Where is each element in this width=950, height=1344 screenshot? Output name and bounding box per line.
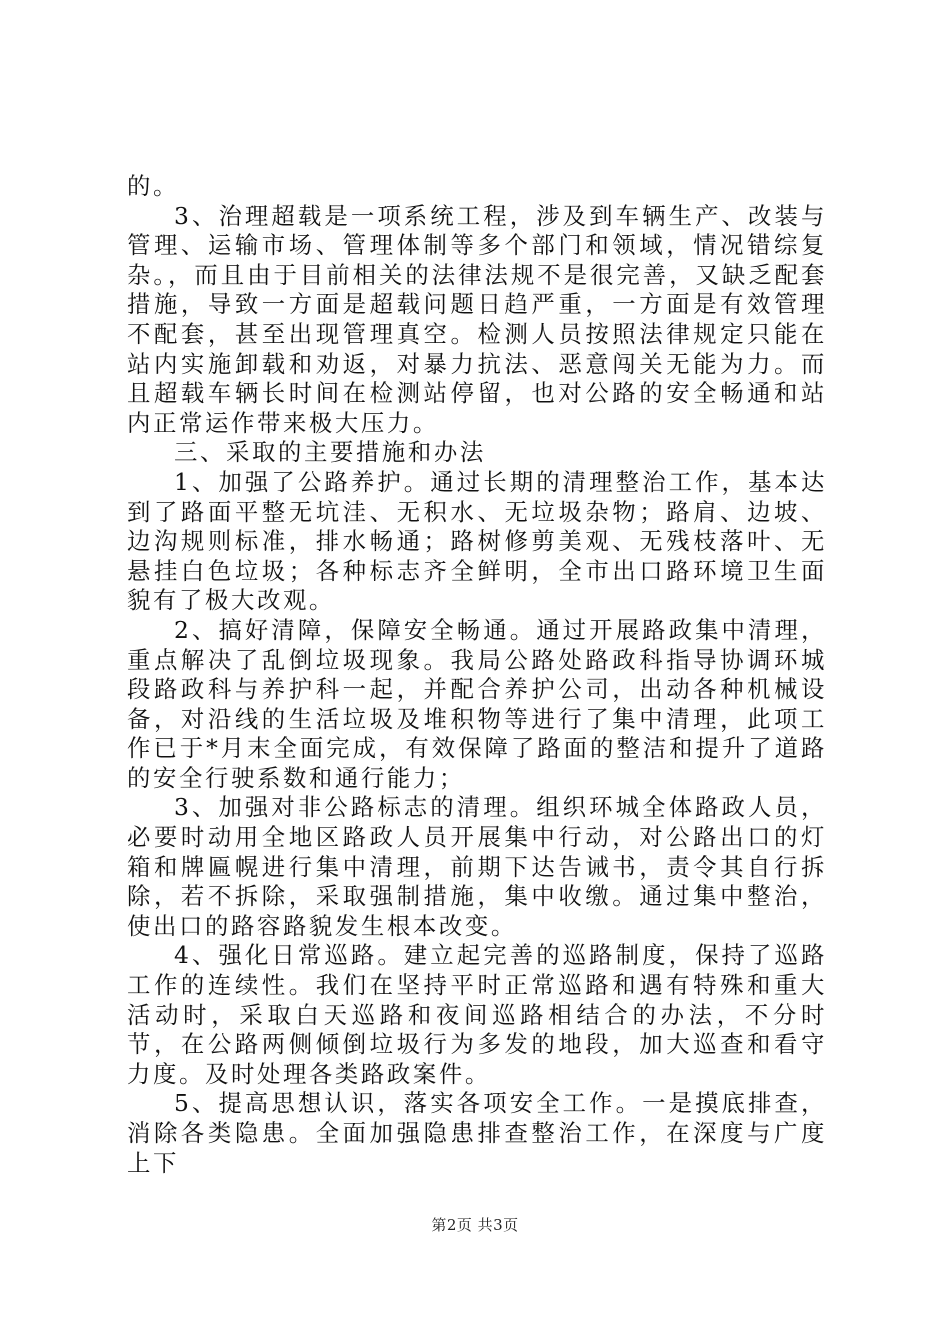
paragraph-item-2-clearing: 2、搞好清障，保障安全畅通。通过开展路政集中清理，重点解决了乱倒垃圾现象。我局公路处路政科指导协调环城段路政科与养护科一起，并配合养护公司，出动各种机械设备，对沿线的生活垃圾及堆积物等进行了集中清理，此项工作已于*月末全面完成，有效保障了路面的整洁和提升了道路的安全行驶系数和通行能力； xyxy=(127,615,827,792)
document-body xyxy=(127,172,827,1178)
paragraph-item-1-maintenance: 1、加强了公路养护。通过长期的清理整治工作，基本达到了路面平整无坑洼、无积水、无垃圾杂物；路肩、边坡、边沟规则标准，排水畅通；路树修剪美观、无残枝落叶、无悬挂白色垃圾；各种标志齐全鲜明，全市出口路环境卫生面貌有了极大改观。 xyxy=(127,467,827,615)
paragraph-continuation: 的。 xyxy=(127,172,179,200)
section-heading-measures: 三、采取的主要措施和办法 xyxy=(174,438,486,467)
paragraph-item-5-safety: 5、提高思想认识，落实各项安全工作。一是摸底排查，消除各类隐患。全面加强隐患排查整治工作，在深度与广度上下 xyxy=(127,1089,827,1177)
paragraph-item-4-patrol: 4、强化日常巡路。建立起完善的巡路制度，保持了巡路工作的连续性。我们在坚持平时正常巡路和遇有特殊和重大活动时，采取白天巡路和夜间巡路相结合的办法，不分时节，在公路两侧倾倒垃圾行为多发的地段，加大巡查和看守力度。及时处理各类路政案件。 xyxy=(127,941,827,1088)
page-number-footer: 第2页 共3页 xyxy=(431,1216,519,1234)
paragraph-item-3-overload: 3、治理超载是一项系统工程，涉及到车辆生产、改装与管理、运输市场、管理体制等多个部门和领域，情况错综复杂。，而且由于目前相关的法律法规不是很完善，又缺乏配套措施，导致一方面是超载问题日趋严重，一方面是有效管理不配套，甚至出现管理真空。检测人员按照法律规定只能在站内实施卸载和劝返，对暴力抗法、恶意闯关无能为力。而且超载车辆长时间在检测站停留，也对公路的安全畅通和站内正常运作带来极大压力。 xyxy=(127,201,827,437)
paragraph-item-3-signs: 3、加强对非公路标志的清理。组织环城全体路政人员，必要时动用全地区路政人员开展集中行动，对公路出口的灯箱和牌匾幌进行集中清理，前期下达告诫书，责令其自行拆除，若不拆除，采取强制措施，集中收缴。通过集中整治，使出口的路容路貌发生根本改变。 xyxy=(127,793,827,940)
